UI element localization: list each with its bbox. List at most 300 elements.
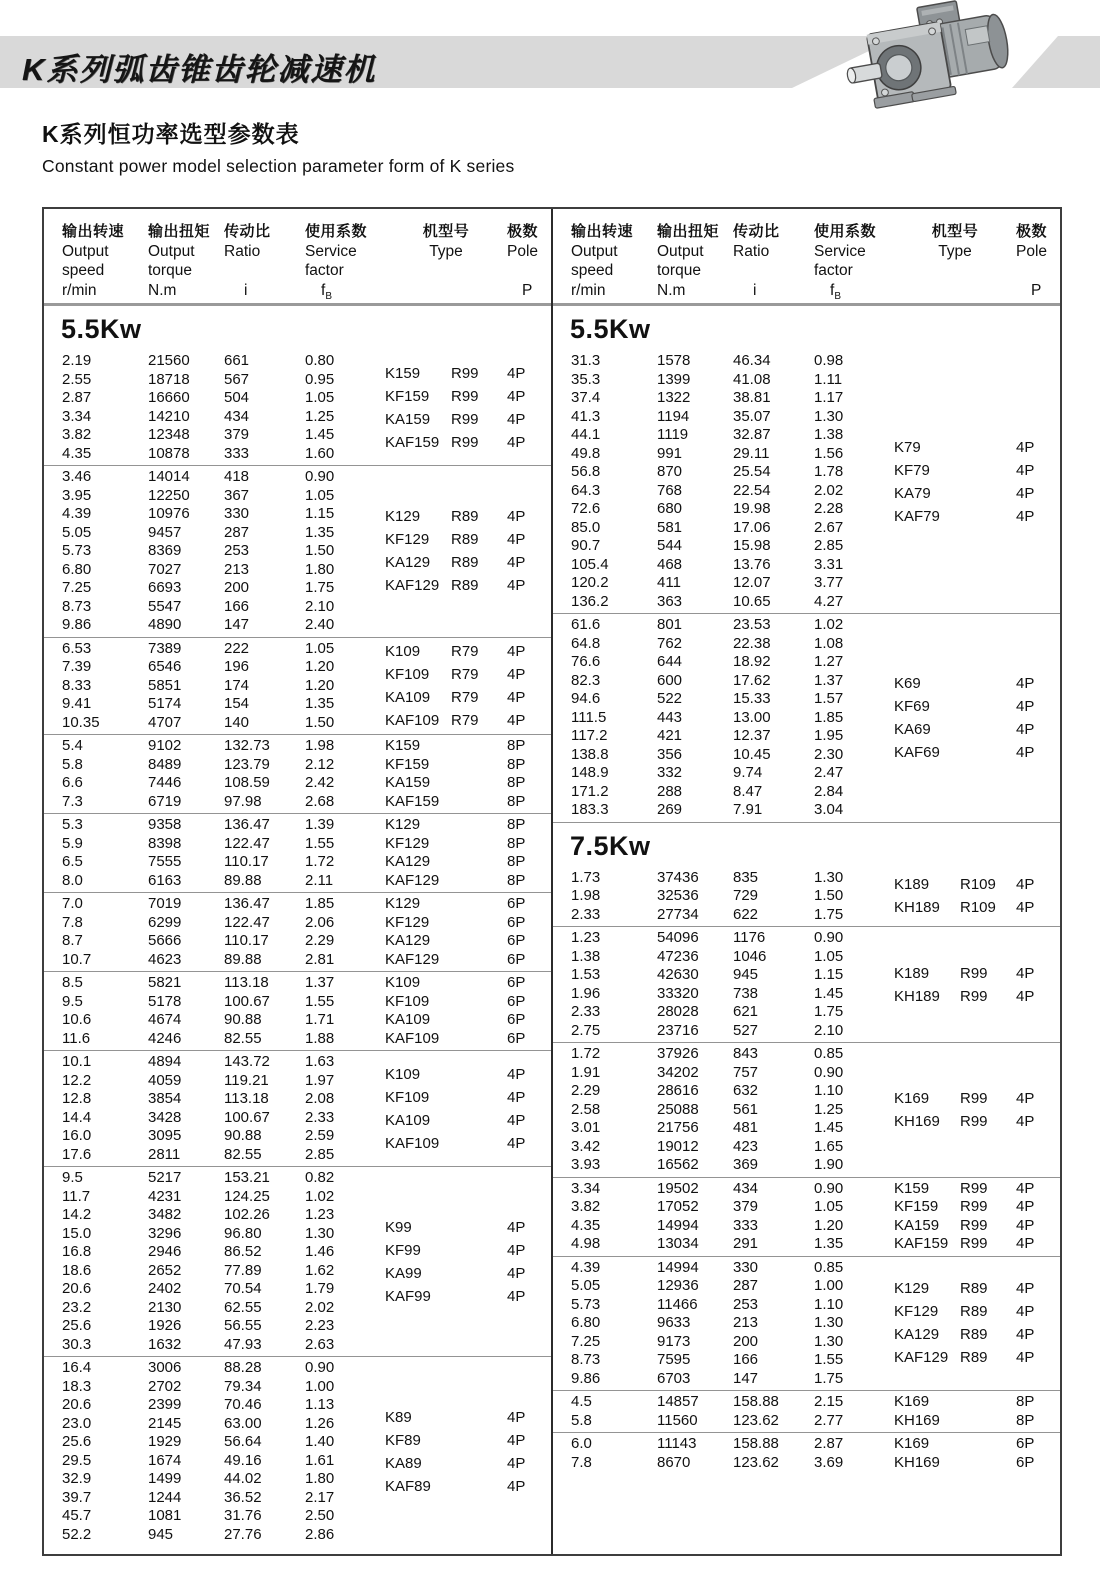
- service-factor-cell: 1.05: [305, 389, 335, 406]
- service-factor-cell: 2.23: [305, 1317, 335, 1334]
- power-rating-heading: 7.5Kw: [570, 830, 651, 861]
- output-speed-cell: 5.8: [62, 755, 83, 773]
- service-factor-cell: 0.90: [814, 1179, 844, 1197]
- pole-cell: 4P: [1016, 720, 1035, 738]
- output-speed-cell: 30.3: [62, 1335, 92, 1353]
- table-row: [553, 556, 894, 575]
- ratio-cell: 56.64: [224, 1433, 262, 1450]
- type-line: [385, 431, 551, 454]
- output-torque-cell: 2145: [148, 1414, 182, 1432]
- output-torque-cell: 17052: [657, 1198, 699, 1215]
- ratio-cell: 622: [733, 905, 759, 923]
- ratio-cell: 147: [733, 1369, 759, 1387]
- output-speed-cell: 2.33: [571, 905, 601, 923]
- output-torque-cell: 5174: [148, 695, 182, 712]
- table-row: [553, 1435, 1060, 1454]
- service-factor-cell: 2.28: [814, 500, 844, 517]
- table-row: [553, 482, 894, 501]
- parameter-group: [44, 734, 551, 813]
- output-speed-cell: 1.53: [571, 966, 601, 983]
- type-cell: KF89: [385, 1431, 421, 1449]
- service-factor-cell: 2.81: [305, 950, 335, 968]
- table-row: [44, 352, 385, 371]
- service-factor-cell: 1.20: [305, 676, 335, 694]
- output-torque-cell: 7555: [148, 853, 182, 870]
- type-cell: KAF159: [385, 433, 440, 451]
- service-factor-cell: 0.90: [814, 1063, 844, 1081]
- output-torque-cell: 8489: [148, 755, 182, 773]
- type-cell: KH169: [894, 1112, 940, 1130]
- table-row: [44, 993, 551, 1012]
- type-line: [385, 1063, 551, 1086]
- type-cell: KAF109: [385, 711, 440, 729]
- ratio-cell: 222: [224, 639, 250, 657]
- output-speed-cell: 3.82: [62, 426, 92, 443]
- pole-cell: 4P: [507, 387, 526, 405]
- pole-cell: 4P: [507, 1431, 526, 1449]
- ratio-cell: 287: [224, 523, 250, 541]
- ratio-cell: 567: [224, 370, 250, 388]
- output-torque-cell: 1632: [148, 1335, 182, 1353]
- type-pole-block: [385, 352, 551, 463]
- output-torque-cell: 9173: [657, 1332, 691, 1350]
- r-variant: R99: [960, 1198, 988, 1215]
- pole-cell: 4P: [1016, 1280, 1035, 1298]
- ratio-cell: 140: [224, 713, 250, 731]
- output-torque-cell: 11560: [657, 1411, 698, 1429]
- output-torque-cell: 10878: [148, 444, 190, 462]
- service-factor-cell: 1.98: [305, 737, 335, 754]
- output-speed-cell: 1.73: [571, 868, 601, 886]
- table-row: [44, 1507, 385, 1526]
- output-torque-cell: 47236: [657, 947, 699, 965]
- col-header-service-factor: 使用系数 Service factor $f_B$: [305, 223, 368, 303]
- table-row: [553, 616, 894, 635]
- type-cell: K129: [385, 508, 421, 526]
- output-torque-cell: 1399: [657, 370, 691, 388]
- output-torque-cell: 13034: [657, 1235, 699, 1252]
- type-cell: [894, 1435, 1016, 1454]
- type-line: [385, 1429, 551, 1452]
- table-row: [44, 677, 385, 696]
- service-factor-cell: 2.33: [305, 1108, 335, 1126]
- output-speed-cell: 23.2: [62, 1298, 92, 1316]
- type-cell: KAF69: [894, 743, 940, 761]
- type-cell: K189: [894, 876, 930, 894]
- output-speed-cell: 5.73: [62, 542, 92, 559]
- ratio-cell: 213: [733, 1314, 759, 1331]
- type-cell: KF109: [385, 665, 430, 683]
- output-speed-cell: 64.3: [571, 481, 601, 499]
- output-speed-cell: 29.5: [62, 1451, 92, 1469]
- table-row: [44, 561, 385, 580]
- type-cell: KH189: [894, 899, 940, 917]
- type-name: K129: [385, 816, 421, 833]
- pole-cell: 4P: [507, 577, 526, 595]
- ratio-cell: 70.46: [224, 1396, 262, 1413]
- service-factor-cell: 2.42: [305, 774, 335, 791]
- table-row: [44, 1299, 385, 1318]
- pole-cell: 4P: [507, 1264, 526, 1282]
- output-speed-cell: 37.4: [571, 389, 601, 406]
- service-factor-cell: 1.17: [814, 389, 844, 406]
- service-factor-cell: 2.15: [814, 1393, 844, 1410]
- service-factor-cell: 1.37: [814, 671, 844, 689]
- power-section: [553, 822, 1060, 1475]
- ratio-cell: 46.34: [733, 352, 771, 369]
- numeric-rows: [553, 352, 894, 611]
- service-factor-cell: 1.85: [305, 895, 335, 912]
- type-pole-block: [894, 1259, 1060, 1389]
- ratio-cell: 1176: [733, 929, 766, 946]
- service-factor-cell: 1.00: [305, 1377, 335, 1395]
- pole-cell: 8P: [507, 792, 526, 810]
- col-header-service-factor: 使用系数 Service factor $f_B$: [814, 223, 877, 303]
- output-torque-cell: 522: [657, 690, 683, 707]
- output-speed-cell: 105.4: [571, 555, 609, 573]
- ratio-cell: 82.55: [224, 1145, 262, 1163]
- pole-cell: 6P: [1016, 1453, 1035, 1471]
- output-torque-cell: 5666: [148, 932, 182, 949]
- output-torque-cell: 544: [657, 537, 683, 554]
- table-row: [44, 932, 551, 951]
- type-cell: [894, 1412, 1016, 1431]
- output-torque-cell: 1194: [657, 407, 690, 425]
- ratio-cell: 757: [733, 1063, 759, 1081]
- table-row: [44, 1489, 385, 1508]
- type-pole-block: [385, 640, 551, 733]
- table-row: [553, 1277, 894, 1296]
- table-row: [44, 1011, 551, 1030]
- output-speed-cell: 4.39: [62, 505, 92, 522]
- service-factor-cell: 1.20: [305, 658, 335, 675]
- banner-band-right: [1012, 36, 1100, 88]
- service-factor-cell: 1.05: [305, 639, 335, 657]
- service-factor-cell: 1.40: [305, 1433, 335, 1450]
- type-cell: KAF129: [894, 1349, 949, 1367]
- ratio-cell: 729: [733, 887, 759, 904]
- table-row: [44, 1262, 385, 1281]
- output-speed-cell: 2.19: [62, 352, 92, 369]
- output-torque-cell: 1578: [657, 352, 691, 369]
- service-factor-cell: 1.85: [814, 708, 844, 726]
- type-cell: KF129: [385, 531, 430, 549]
- service-factor-cell: 2.86: [305, 1525, 335, 1543]
- table-row: [44, 853, 551, 872]
- type-line: [385, 385, 551, 408]
- type-name: K109: [385, 974, 421, 991]
- output-speed-cell: 4.39: [571, 1258, 601, 1276]
- table-row: [553, 1064, 894, 1083]
- table-row: [44, 505, 385, 524]
- table-row: [553, 593, 894, 612]
- ratio-cell: 56.55: [224, 1317, 262, 1334]
- output-speed-cell: 5.73: [571, 1295, 601, 1313]
- service-factor-cell: 1.30: [814, 1332, 844, 1350]
- ratio-cell: 434: [224, 407, 250, 425]
- pole-cell: 4P: [1016, 697, 1035, 715]
- power-rating-heading: 5.5Kw: [61, 314, 142, 344]
- type-name: K169: [894, 1393, 930, 1410]
- table-right-half: [551, 209, 1060, 1554]
- pole-cell: 4P: [1016, 964, 1035, 982]
- type-cell: [894, 1180, 1016, 1199]
- type-line: [385, 1239, 551, 1262]
- output-torque-cell: 2399: [148, 1396, 182, 1413]
- pole-cell: 6P: [507, 932, 526, 949]
- ratio-cell: 90.88: [224, 1127, 262, 1144]
- type-cell: KA109: [385, 1111, 431, 1129]
- r-variant-cell: R99: [451, 433, 479, 451]
- table-row: [553, 1333, 894, 1352]
- type-cell: [385, 1011, 507, 1030]
- output-torque-cell: 3095: [148, 1127, 182, 1144]
- output-torque-cell: 2946: [148, 1243, 182, 1260]
- output-speed-cell: 6.80: [62, 560, 92, 578]
- output-speed-cell: 4.35: [571, 1216, 601, 1234]
- table-row: [44, 1317, 385, 1336]
- table-row: [553, 1259, 894, 1278]
- pole-cell: 6P: [507, 950, 526, 968]
- pole-cell: 4P: [507, 554, 526, 572]
- output-speed-cell: 64.8: [571, 634, 601, 652]
- ratio-cell: 124.25: [224, 1187, 270, 1205]
- output-torque-cell: 443: [657, 708, 683, 726]
- pole-cell: 4P: [507, 688, 526, 706]
- type-cell: KF109: [385, 1088, 430, 1106]
- service-factor-cell: 4.27: [814, 592, 844, 610]
- ratio-cell: 122.47: [224, 834, 270, 852]
- service-factor-cell: 1.25: [814, 1100, 844, 1118]
- type-cell: KH189: [894, 987, 940, 1005]
- output-speed-cell: 17.6: [62, 1145, 92, 1163]
- table-row: [44, 1470, 385, 1489]
- output-speed-cell: 23.0: [62, 1414, 92, 1432]
- type-cell: [894, 1198, 1016, 1217]
- type-name: KF129: [385, 834, 430, 852]
- output-torque-cell: 1244: [148, 1488, 182, 1506]
- output-torque-cell: 11466: [657, 1295, 698, 1313]
- numeric-rows: [44, 1169, 385, 1354]
- table-row: [553, 1370, 894, 1389]
- table-row: [553, 690, 894, 709]
- numeric-rows: [44, 352, 385, 463]
- service-factor-cell: 1.79: [305, 1280, 335, 1297]
- output-speed-cell: 171.2: [571, 782, 609, 800]
- power-rating-heading: 5.5Kw: [570, 314, 651, 344]
- table-row: [44, 1072, 385, 1091]
- output-speed-cell: 5.05: [571, 1277, 601, 1294]
- ratio-cell: 147: [224, 616, 250, 633]
- parameter-group: [553, 867, 1060, 927]
- service-factor-cell: 1.45: [814, 1119, 844, 1136]
- ratio-cell: 423: [733, 1137, 759, 1155]
- output-torque-cell: 945: [148, 1525, 174, 1543]
- output-torque-cell: 42630: [657, 966, 699, 983]
- ratio-cell: 661: [224, 352, 250, 369]
- numeric-rows: [553, 929, 894, 1040]
- type-line: [894, 896, 1060, 919]
- parameter-group: [44, 1166, 551, 1356]
- type-cell: [385, 737, 507, 756]
- table-row: [44, 1225, 385, 1244]
- output-torque-cell: 2130: [148, 1298, 182, 1316]
- ratio-cell: 136.47: [224, 895, 270, 912]
- service-factor-cell: 2.02: [814, 481, 844, 499]
- table-row: [44, 793, 551, 812]
- type-line: [385, 709, 551, 732]
- service-factor-cell: 1.57: [814, 690, 844, 707]
- output-torque-cell: 9102: [148, 737, 182, 754]
- table-row: [44, 1188, 385, 1207]
- output-speed-cell: 2.87: [62, 389, 92, 406]
- output-speed-cell: 8.0: [62, 871, 83, 889]
- type-line: [894, 1277, 1060, 1300]
- ratio-cell: 174: [224, 676, 250, 694]
- output-speed-cell: 3.82: [571, 1198, 601, 1215]
- output-torque-cell: 7019: [148, 895, 182, 912]
- service-factor-cell: 0.80: [305, 352, 335, 369]
- service-factor-cell: 1.15: [305, 505, 335, 522]
- type-cell: [385, 835, 507, 854]
- table-row: [553, 746, 894, 765]
- table-row: [553, 1314, 894, 1333]
- table-row: [44, 371, 385, 390]
- output-speed-cell: 3.95: [62, 486, 92, 504]
- parameter-group: [553, 613, 1060, 822]
- type-line: [385, 1285, 551, 1308]
- type-cell: [385, 793, 507, 812]
- ratio-cell: 25.54: [733, 463, 771, 480]
- output-torque-cell: 5547: [148, 597, 182, 615]
- service-factor-cell: 2.06: [305, 913, 335, 931]
- output-speed-cell: 9.41: [62, 695, 92, 712]
- output-speed-cell: 7.39: [62, 658, 92, 675]
- type-line: [894, 741, 1060, 764]
- type-line: [894, 1087, 1060, 1110]
- service-factor-cell: 1.50: [305, 713, 335, 731]
- ratio-cell: 123.79: [224, 755, 270, 773]
- type-name: KF109: [385, 992, 430, 1010]
- table-row: [44, 914, 551, 933]
- pole-cell: 4P: [507, 433, 526, 451]
- service-factor-cell: 1.45: [814, 984, 844, 1002]
- r-variant-cell: R89: [960, 1326, 988, 1344]
- pole-cell: 6P: [507, 1011, 526, 1028]
- service-factor-cell: 2.87: [814, 1435, 844, 1452]
- output-speed-cell: 12.8: [62, 1090, 92, 1107]
- col-header-type: 机型号 Type: [931, 223, 979, 260]
- ratio-cell: 29.11: [733, 444, 770, 462]
- output-torque-cell: 4894: [148, 1053, 182, 1070]
- table-row: [44, 1127, 385, 1146]
- ratio-cell: 32.87: [733, 426, 771, 443]
- output-speed-cell: 4.98: [571, 1235, 601, 1252]
- gear-reducer-icon: [842, 0, 1020, 120]
- r-variant: R99: [960, 1235, 988, 1252]
- output-speed-cell: 7.8: [571, 1453, 592, 1471]
- output-speed-cell: 7.25: [571, 1332, 601, 1350]
- output-torque-cell: 2652: [148, 1261, 182, 1279]
- table-row: [44, 1280, 385, 1299]
- output-torque-cell: 2402: [148, 1280, 182, 1297]
- pole-cell: 4P: [1016, 461, 1035, 479]
- service-factor-cell: 1.78: [814, 463, 844, 480]
- output-speed-cell: 8.33: [62, 676, 92, 694]
- ratio-cell: 90.88: [224, 1011, 262, 1028]
- ratio-cell: 63.00: [224, 1414, 262, 1432]
- service-factor-cell: 1.10: [814, 1082, 844, 1099]
- output-speed-cell: 1.38: [571, 947, 601, 965]
- ratio-cell: 481: [733, 1119, 759, 1136]
- ratio-cell: 89.88: [224, 871, 262, 889]
- output-torque-cell: 3854: [148, 1090, 182, 1107]
- service-factor-cell: 1.75: [305, 579, 335, 596]
- type-cell: KAF129: [385, 577, 440, 595]
- output-torque-cell: 7027: [148, 560, 182, 578]
- output-torque-cell: 4674: [148, 1011, 182, 1028]
- output-speed-cell: 7.8: [62, 913, 83, 931]
- output-torque-cell: 6299: [148, 913, 182, 931]
- output-torque-cell: 4246: [148, 1029, 182, 1047]
- type-name: KAF129: [385, 950, 440, 968]
- table-row: [44, 487, 385, 506]
- service-factor-cell: 1.26: [305, 1414, 335, 1432]
- type-name: KA159: [894, 1216, 940, 1234]
- pole-cell: 4P: [507, 1408, 526, 1426]
- service-factor-cell: 1.37: [305, 974, 335, 991]
- type-cell: [385, 816, 507, 835]
- type-pole-block: [894, 616, 1060, 820]
- type-name: KH169: [894, 1453, 940, 1471]
- service-factor-cell: 1.30: [814, 1314, 844, 1331]
- service-factor-cell: 1.88: [305, 1029, 335, 1047]
- output-speed-cell: 1.98: [571, 887, 601, 904]
- service-factor-cell: 1.90: [814, 1156, 844, 1173]
- pole-cell: 6P: [507, 992, 526, 1010]
- ratio-cell: 17.62: [733, 671, 771, 689]
- output-speed-cell: 3.01: [571, 1119, 601, 1136]
- pole-cell: 4P: [507, 1218, 526, 1236]
- type-line: [894, 505, 1060, 528]
- output-speed-cell: 1.96: [571, 984, 601, 1002]
- ratio-cell: 621: [733, 1003, 759, 1020]
- ratio-cell: 333: [733, 1216, 759, 1234]
- output-torque-cell: 14994: [657, 1216, 699, 1234]
- service-factor-cell: 1.05: [814, 1198, 844, 1215]
- table-row: [44, 1206, 385, 1225]
- service-factor-cell: 3.31: [814, 555, 844, 573]
- service-factor-cell: 1.02: [814, 616, 844, 633]
- ratio-cell: 843: [733, 1045, 759, 1062]
- type-cell: [385, 774, 507, 793]
- output-speed-cell: 5.8: [571, 1411, 592, 1429]
- output-speed-cell: 14.4: [62, 1108, 92, 1126]
- output-torque-cell: 28028: [657, 1003, 699, 1020]
- table-row: [553, 371, 894, 390]
- output-torque-cell: 14857: [657, 1393, 699, 1410]
- output-speed-cell: 7.0: [62, 895, 83, 912]
- output-torque-cell: 33320: [657, 984, 699, 1002]
- service-factor-cell: 3.69: [814, 1453, 844, 1471]
- type-line: [385, 686, 551, 709]
- type-cell: [385, 932, 507, 951]
- output-torque-cell: 37926: [657, 1045, 699, 1062]
- ratio-cell: 9.74: [733, 764, 763, 781]
- col-header-output-speed: 输出转速 Output speed r/min: [62, 223, 125, 299]
- output-speed-cell: 90.7: [571, 537, 601, 554]
- output-speed-cell: 10.7: [62, 950, 92, 968]
